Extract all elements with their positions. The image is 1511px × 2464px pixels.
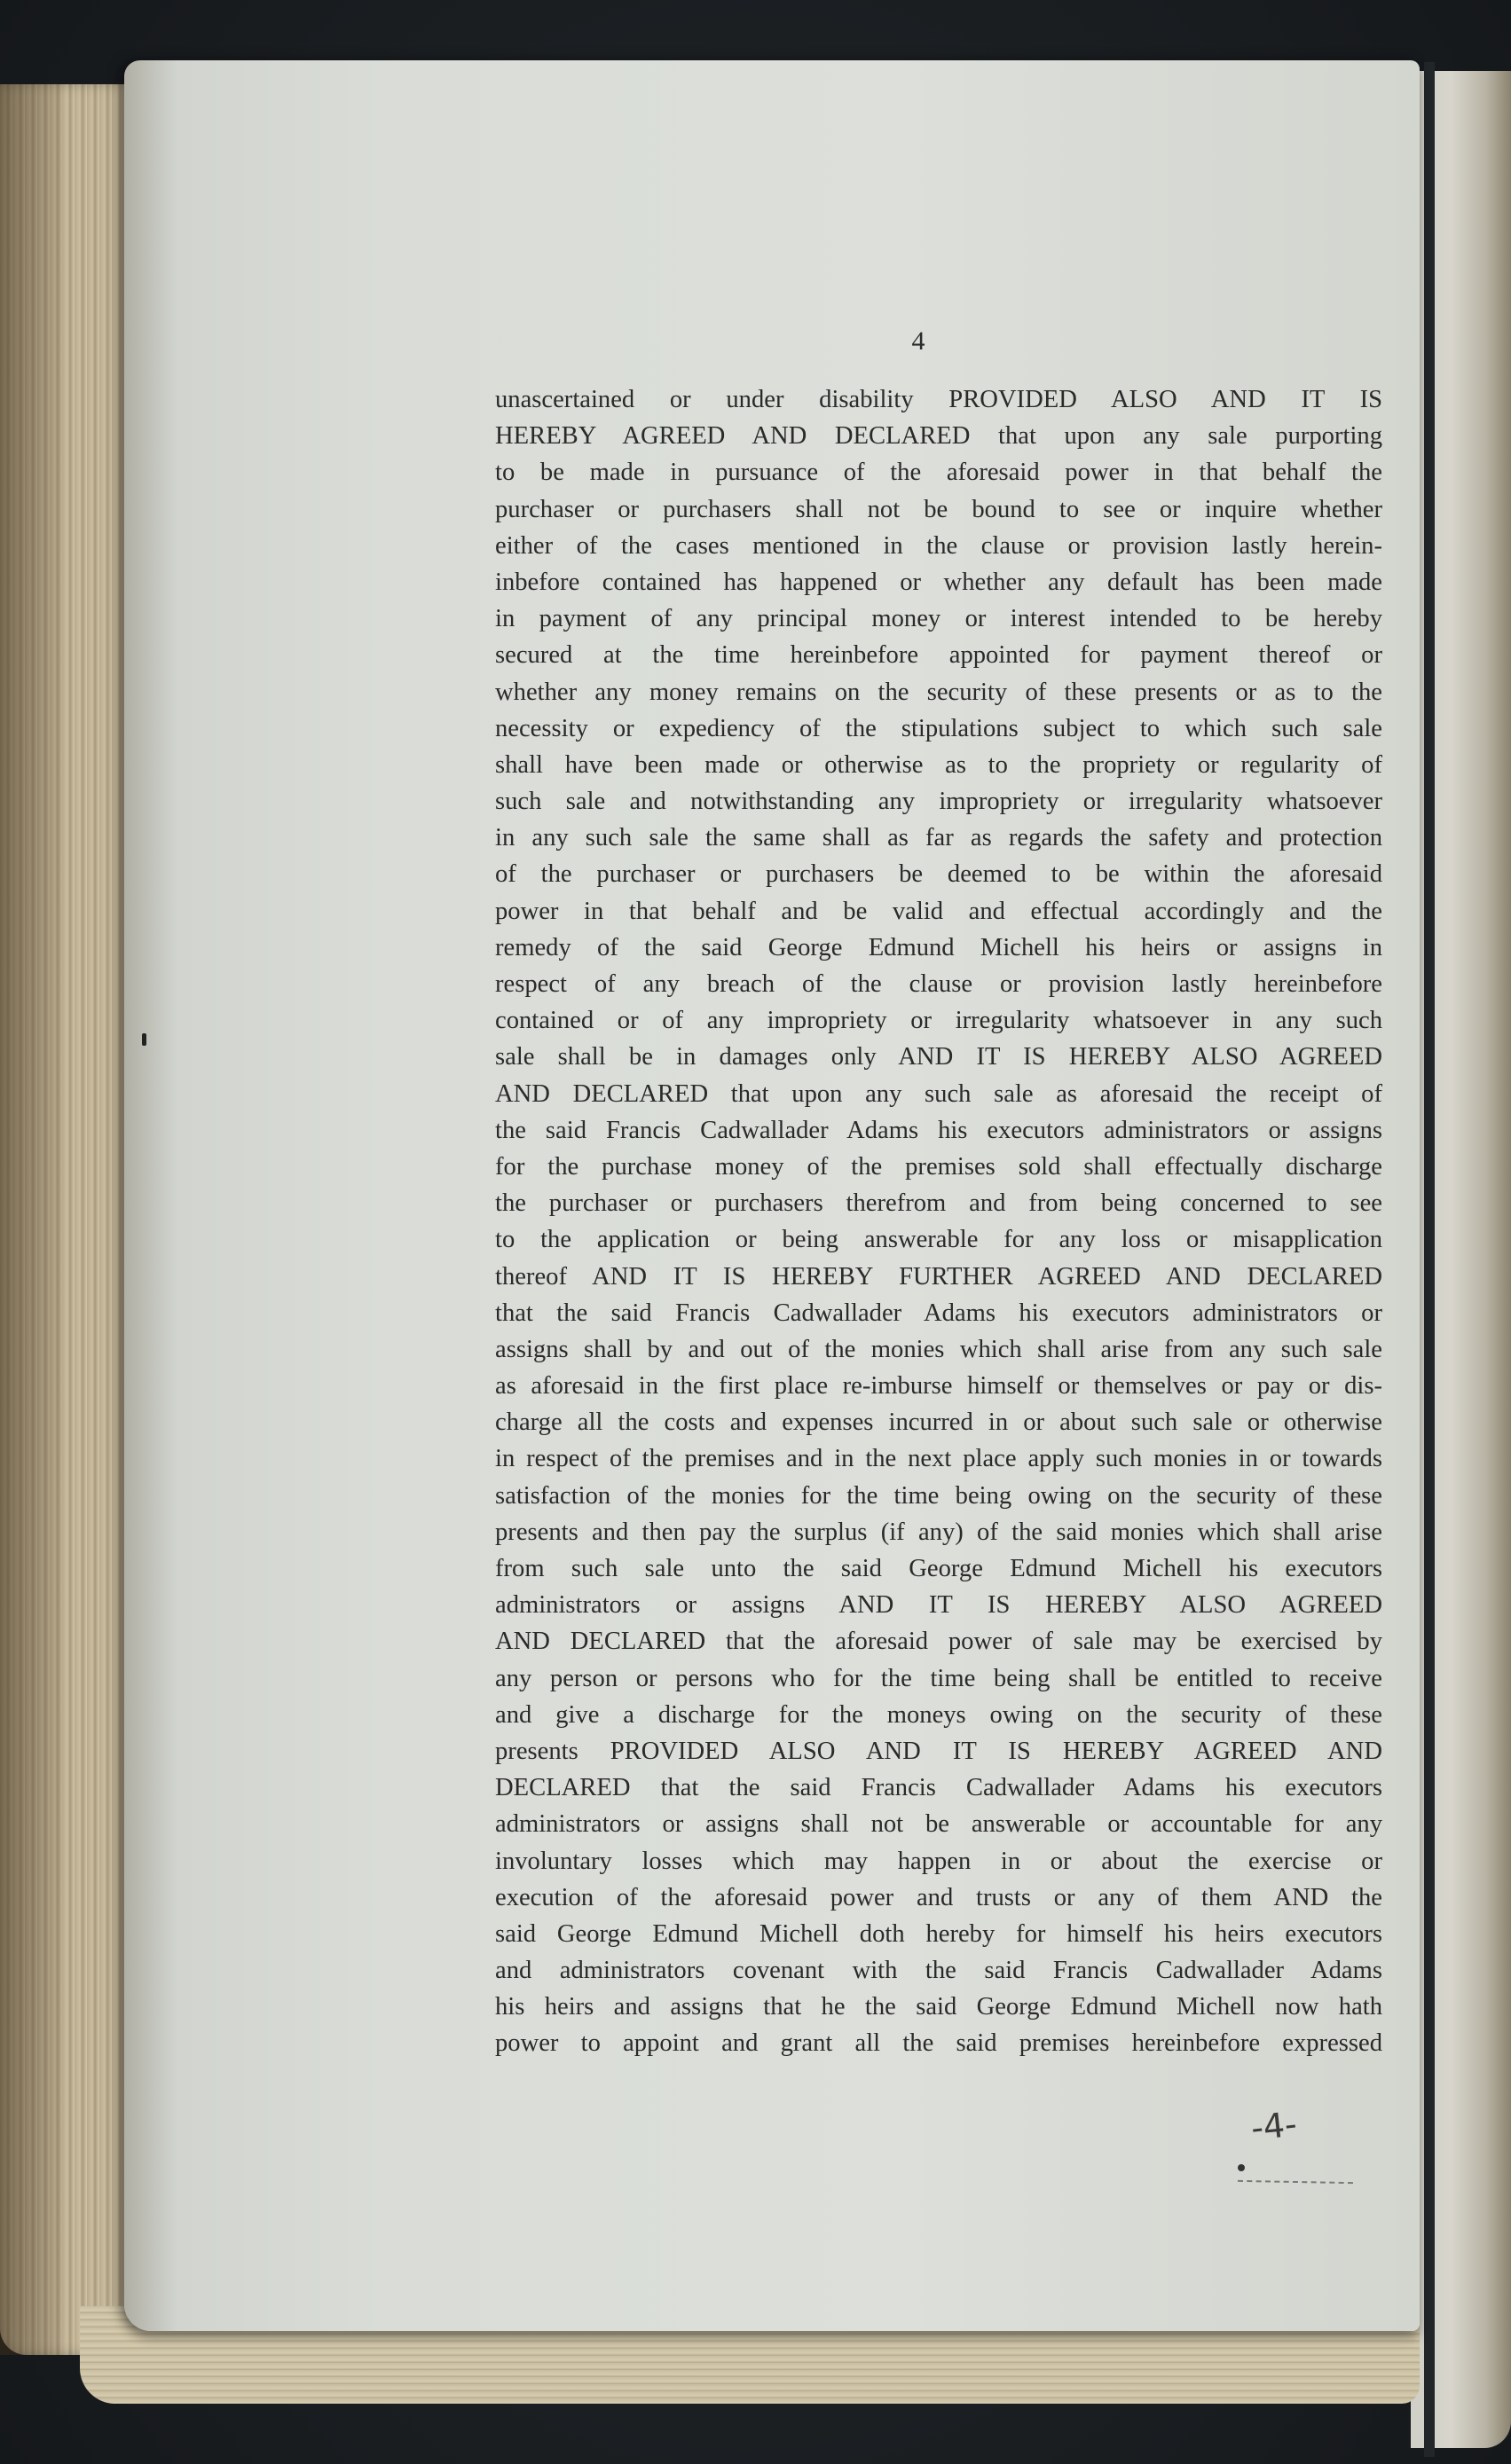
- text-line: and give a discharge for the moneys owing on the security of these: [495, 1700, 1382, 1729]
- text-line: from such sale unto the said George Edmund Michell his executors: [495, 1555, 1382, 1582]
- margin-ink-mark: [142, 1033, 146, 1046]
- text-line: his heirs and assigns that he the said George Edmund Michell now hath: [495, 1993, 1382, 2021]
- text-line: in any such sale the same shall as far as regards the safety and protection: [495, 824, 1382, 852]
- text-line: AND DECLARED that upon any such sale as aforesaid the receipt of: [495, 1079, 1382, 1108]
- text-line: presents PROVIDED ALSO AND IT IS HEREBY AGREED AND: [495, 1737, 1382, 1765]
- text-line: HEREBY AGREED AND DECLARED that upon any sale purporting: [495, 422, 1382, 451]
- text-line: of the purchaser or purchasers be deemed to be within the aforesaid: [495, 860, 1382, 889]
- text-line: secured at the time hereinbefore appointed for payment thereof or: [495, 641, 1382, 670]
- text-line: for the purchase money of the premises sold shall effectually discharge: [495, 1152, 1382, 1181]
- text-line: any person or persons who for the time being shall be entitled to receive: [495, 1664, 1382, 1692]
- text-line: administrators or assigns shall not be answerable or accountable for any: [495, 1810, 1382, 1839]
- text-line: that the said Francis Cadwallader Adams his executors administrators or: [495, 1299, 1382, 1327]
- text-line: power to appoint and grant all the said premises hereinbefore expressed: [495, 2029, 1382, 2058]
- text-line: administrators or assigns AND IT IS HEREBY ALSO AGREED: [495, 1591, 1382, 1620]
- text-line: either of the cases mentioned in the clause or provision lastly herein-: [495, 531, 1382, 560]
- text-line: DECLARED that the said Francis Cadwallader Adams his executors: [495, 1774, 1382, 1802]
- right-binding-gap: [1424, 62, 1435, 2457]
- left-edge-stain: [0, 84, 62, 2355]
- text-line: involuntary losses which may happen in or about the exercise or: [495, 1847, 1382, 1875]
- text-line: satisfaction of the monies for the time being owing on the security of these: [495, 1481, 1382, 1510]
- text-line: assigns shall by and out of the monies which shall arise from any such sale: [495, 1335, 1382, 1363]
- pencil-dot: [1238, 2164, 1245, 2171]
- text-line: power in that behalf and be valid and effectual accordingly and the: [495, 897, 1382, 925]
- text-line: said George Edmund Michell doth hereby for himself his heirs executors: [495, 1919, 1382, 1948]
- text-line: whether any money remains on the security of these presents or as to the: [495, 678, 1382, 706]
- text-line: inbefore contained has happened or whether any default has been made: [495, 568, 1382, 596]
- text-line: and administrators covenant with the said Francis Cadwallader Adams: [495, 1957, 1382, 1985]
- text-line: respect of any breach of the clause or provision lastly hereinbefore: [495, 970, 1382, 998]
- page-number: 4: [911, 326, 925, 356]
- text-line: to be made in pursuance of the aforesaid power in that behalf the: [495, 459, 1382, 487]
- text-line: necessity or expediency of the stipulations subject to which such sale: [495, 714, 1382, 742]
- text-line: execution of the aforesaid power and trusts or any of them AND the: [495, 1883, 1382, 1911]
- text-line: shall have been made or otherwise as to the propriety or regularity of: [495, 750, 1382, 779]
- text-line: the purchaser or purchasers therefrom and from being concerned to see: [495, 1189, 1382, 1218]
- text-line: sale shall be in damages only AND IT IS HEREBY ALSO AGREED: [495, 1043, 1382, 1071]
- text-line: AND DECLARED that the aforesaid power of sale may be exercised by: [495, 1628, 1382, 1656]
- text-line: unascertained or under disability PROVIDED ALSO AND IT IS: [495, 386, 1382, 413]
- text-line: charge all the costs and expenses incurred in or about such sale or otherwise: [495, 1409, 1382, 1437]
- body-text: [495, 381, 1382, 2062]
- text-line: thereof AND IT IS HEREBY FURTHER AGREED AND DECLARED: [495, 1262, 1382, 1291]
- page-gutter-shadow: [124, 60, 177, 2331]
- text-line: to the application or being answerable for any loss or misapplication: [495, 1226, 1382, 1254]
- text-line: as aforesaid in the first place re-imburse himself or themselves or pay or dis-: [495, 1372, 1382, 1401]
- corner-pencil-mark: -4-: [1248, 2104, 1299, 2148]
- text-line: in payment of any principal money or interest intended to be hereby: [495, 605, 1382, 633]
- text-line: remedy of the said George Edmund Michell his heirs or assigns in: [495, 933, 1382, 961]
- text-line: the said Francis Cadwallader Adams his executors administrators or assigns: [495, 1116, 1382, 1144]
- text-line: purchaser or purchasers shall not be bound to see or inquire whether: [495, 495, 1382, 523]
- text-line: contained or of any impropriety or irregularity whatsoever in any such: [495, 1007, 1382, 1035]
- text-line: in respect of the premises and in the next place apply such monies in or towards: [495, 1445, 1382, 1473]
- text-line: such sale and notwithstanding any impropriety or irregularity whatsoever: [495, 788, 1382, 816]
- text-line: presents and then pay the surplus (if any) of the said monies which shall arise: [495, 1518, 1382, 1546]
